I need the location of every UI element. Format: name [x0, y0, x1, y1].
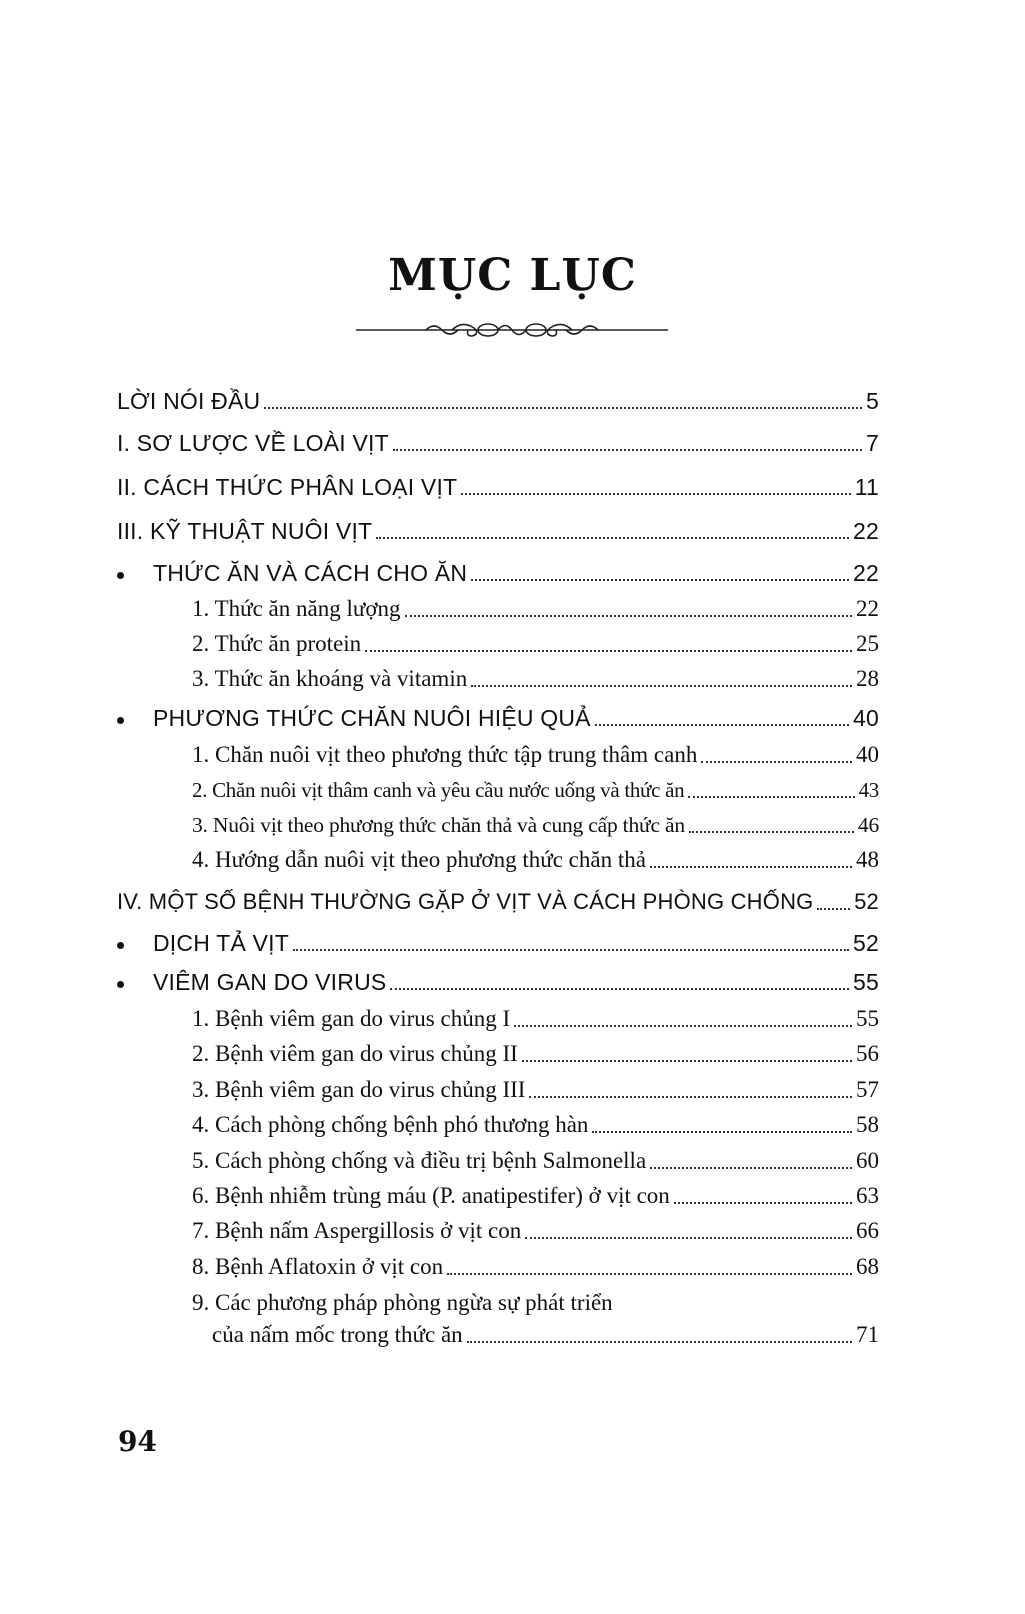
toc-entry-page: 56 — [856, 1041, 879, 1066]
toc-entry-page: 5 — [866, 388, 879, 414]
toc-entry[interactable] — [192, 1110, 879, 1140]
toc-entry-label: 8. Bệnh Aflatoxin ở vịt con — [192, 1254, 444, 1279]
toc-entry-page: 22 — [853, 518, 879, 544]
toc-entry-label: DỊCH TẢ VỊT — [153, 930, 289, 956]
toc-entry-page: 55 — [853, 969, 879, 995]
toc-entry-page: 7 — [866, 430, 879, 456]
dot-leader — [376, 535, 849, 539]
dot-leader — [817, 906, 850, 910]
toc-entry-page: 11 — [854, 474, 879, 500]
toc-entry-page: 60 — [856, 1148, 879, 1173]
toc-entry[interactable] — [192, 845, 879, 875]
dot-leader — [650, 1165, 852, 1169]
toc-entry-page: 68 — [856, 1254, 879, 1279]
toc-entry[interactable] — [153, 928, 879, 958]
toc-entry-label: 4. Hướng dẫn nuôi vịt theo phương thức chăn thả — [192, 847, 646, 872]
dot-leader — [365, 648, 852, 652]
dot-leader — [592, 1129, 852, 1133]
dot-leader — [688, 794, 854, 798]
dot-leader — [522, 1058, 852, 1062]
dot-leader — [461, 491, 850, 495]
toc-entry-label: PHƯƠNG THỨC CHĂN NUÔI HIỆU QUẢ — [153, 705, 591, 731]
toc-entry[interactable] — [153, 967, 879, 997]
toc-entry[interactable] — [192, 1004, 879, 1034]
toc-entry[interactable] — [153, 558, 879, 588]
toc-entry-label: 3. Bệnh viêm gan do virus chủng III — [192, 1077, 526, 1102]
toc-entry-page: 25 — [856, 631, 879, 656]
toc-entry[interactable] — [117, 887, 879, 917]
dot-leader — [525, 1235, 852, 1239]
bullet-icon — [117, 942, 124, 949]
toc-entry-page: 57 — [856, 1077, 879, 1102]
toc-entry-label: 2. Chăn nuôi vịt thâm canh và yêu cầu nước uống và thức ăn — [192, 778, 685, 802]
toc-entry[interactable] — [117, 428, 879, 458]
dot-leader — [264, 405, 862, 409]
dot-leader — [701, 759, 852, 763]
toc-entry[interactable] — [153, 703, 879, 733]
dot-leader — [689, 829, 854, 833]
toc-entry-label: IV. MỘT SỐ BỆNH THƯỜNG GẶP Ở VỊT VÀ CÁCH PHÒNG CHỐNG — [117, 889, 814, 914]
toc-entry-page: 43 — [858, 778, 879, 802]
toc-entry[interactable] — [117, 386, 879, 416]
toc-entry-page: 46 — [857, 813, 879, 837]
page-number: 94 — [118, 1425, 157, 1458]
toc-entry-page: 40 — [856, 742, 879, 767]
toc-entry-label: 2. Thức ăn protein — [192, 631, 362, 656]
dot-leader — [471, 683, 852, 687]
dot-leader — [293, 947, 849, 951]
toc-entry[interactable] — [192, 1146, 879, 1176]
toc-entry-page: 48 — [856, 847, 879, 872]
toc-entry[interactable] — [192, 1039, 879, 1069]
toc-entry-label[interactable]: 9. Các phương pháp phòng ngừa sự phát triển — [192, 1290, 613, 1315]
dot-leader — [529, 1094, 852, 1098]
toc-entry-page: 28 — [856, 666, 879, 691]
dot-leader — [650, 864, 852, 868]
bullet-icon — [117, 717, 124, 724]
toc-entry-label: VIÊM GAN DO VIRUS — [153, 969, 387, 995]
toc-entry-label: III. KỸ THUẬT NUÔI VỊT — [117, 518, 373, 544]
dot-leader — [514, 1023, 852, 1027]
dot-leader — [467, 1339, 852, 1343]
toc-entry-page: 71 — [856, 1322, 879, 1347]
toc-entry-label: 1. Thức ăn năng lượng — [192, 596, 401, 621]
bullet-icon — [117, 572, 124, 579]
toc-entry-label: II. CÁCH THỨC PHÂN LOẠI VỊT — [117, 474, 458, 500]
toc-entry-label: 3. Thức ăn khoáng và vitamin — [192, 666, 468, 691]
dot-leader — [595, 722, 849, 726]
toc-entry-label: 1. Chăn nuôi vịt theo phương thức tập trung thâm canh — [192, 742, 698, 767]
toc-entry-label: I. SƠ LƯỢC VỀ LOÀI VỊT — [117, 430, 389, 456]
toc-entry-label: LỜI NÓI ĐẦU — [117, 388, 261, 414]
page-title: MỤC LỤC — [388, 250, 637, 301]
toc-entry-page: 63 — [856, 1183, 879, 1208]
flourish-divider-icon — [356, 320, 668, 340]
dot-leader — [393, 447, 862, 451]
dot-leader — [405, 613, 853, 617]
toc-entry[interactable] — [192, 629, 879, 659]
toc-entry[interactable] — [117, 472, 879, 502]
toc-entry-label: 2. Bệnh viêm gan do virus chủng II — [192, 1041, 518, 1066]
toc-entry[interactable] — [192, 1181, 879, 1211]
toc-entry-label: 7. Bệnh nấm Aspergillosis ở vịt con — [192, 1218, 522, 1243]
toc-entry[interactable] — [192, 810, 879, 840]
toc-entry[interactable] — [192, 1075, 879, 1105]
toc-entry-page: 52 — [853, 930, 879, 956]
toc-entry[interactable] — [192, 1216, 879, 1246]
toc-entry-page: 52 — [854, 889, 879, 914]
toc-entry-label: 4. Cách phòng chống bệnh phó thương hàn — [192, 1112, 589, 1137]
toc-entry[interactable] — [117, 516, 879, 546]
toc-entry-label: 6. Bệnh nhiễm trùng máu (P. anatipestifer) ở vịt con — [192, 1183, 670, 1208]
toc-entry-page: 22 — [853, 560, 879, 586]
toc-entry-page: 58 — [856, 1112, 879, 1137]
toc-entry-page: 40 — [853, 705, 879, 731]
toc-entry-label: 1. Bệnh viêm gan do virus chủng I — [192, 1006, 511, 1031]
dot-leader — [390, 986, 849, 990]
toc-entry-label: 3. Nuôi vịt theo phương thức chăn thả và cung cấp thức ăn — [192, 813, 685, 837]
toc-entry[interactable] — [192, 1252, 879, 1282]
dot-leader — [447, 1271, 852, 1275]
toc-entry-page: 22 — [856, 596, 879, 621]
toc-entry[interactable] — [192, 664, 879, 694]
bullet-icon — [117, 981, 124, 988]
toc-entry[interactable] — [192, 775, 879, 805]
dot-leader — [471, 577, 849, 581]
toc-entry-label-continued: của nấm mốc trong thức ăn — [212, 1322, 463, 1347]
toc-entry[interactable] — [212, 1320, 879, 1350]
toc-entry[interactable] — [192, 594, 879, 624]
toc-entry-page: 66 — [856, 1218, 879, 1243]
toc-entry-page: 55 — [856, 1006, 879, 1031]
toc-entry-label: THỨC ĂN VÀ CÁCH CHO ĂN — [153, 560, 468, 586]
toc-entry-label: 5. Cách phòng chống và điều trị bệnh Salmonella — [192, 1148, 647, 1173]
toc-entry[interactable] — [192, 740, 879, 770]
dot-leader — [674, 1200, 852, 1204]
